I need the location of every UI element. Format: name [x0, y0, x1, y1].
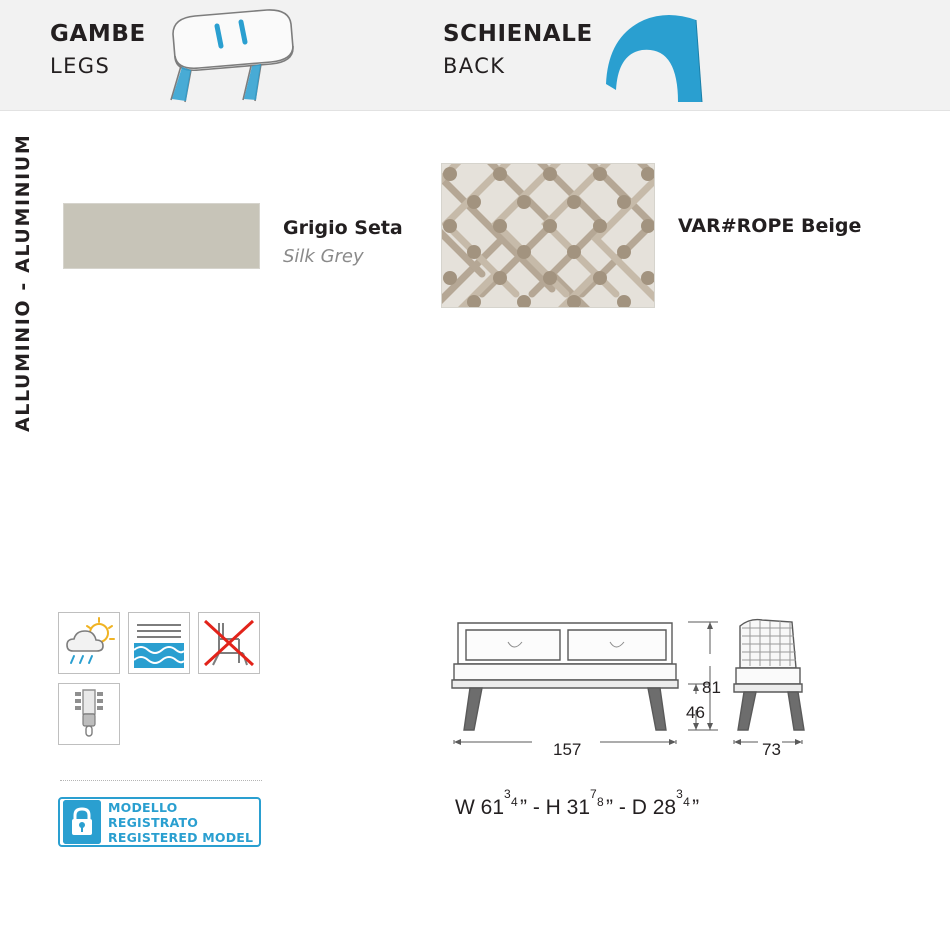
registered-line-en: REGISTERED MODEL: [108, 829, 254, 845]
imperial-width-fraction: 3 4: [504, 786, 518, 810]
bench-legs-icon: [155, 4, 315, 106]
header-group-back: [443, 22, 593, 78]
imperial-height-fraction: 7 8: [590, 786, 604, 810]
dimension-seat-height: 46: [686, 703, 705, 722]
imperial-height-prefix: - H 31: [532, 796, 591, 819]
legs-title-en: LEGS: [50, 54, 111, 79]
inch-mark-w: ”: [520, 796, 528, 819]
side-label-aluminium: [0, 133, 46, 432]
backrest-icon: [592, 6, 722, 106]
rope-name: VAR#ROPE Beige: [678, 215, 862, 237]
weather-resistant-icon: [58, 612, 120, 674]
dimension-height: 81: [702, 678, 721, 697]
registered-model-text: [108, 800, 259, 845]
legs-title-it: GAMBE: [50, 21, 146, 47]
rope-swatch-block: [441, 163, 862, 308]
imperial-width-prefix: W 61: [455, 796, 505, 819]
finish-color-swatch: [63, 203, 260, 269]
registered-model-badge: [58, 797, 261, 847]
finish-swatch-block: [63, 203, 403, 269]
rope-texture-swatch: [441, 163, 655, 308]
finish-name-it: Grigio Seta: [283, 217, 403, 239]
picto-divider: [60, 780, 262, 781]
imperial-depth-prefix: - D 28: [618, 796, 677, 819]
dimension-depth: 73: [762, 740, 781, 759]
lock-icon: [63, 800, 101, 844]
finish-name-en: Silk Grey: [283, 246, 364, 267]
registered-line-it: MODELLO REGISTRATO: [108, 799, 199, 830]
imperial-depth-fraction: 3 4: [676, 786, 690, 810]
water-resistant-icon: [128, 612, 190, 674]
back-title-it: SCHIENALE: [443, 21, 593, 47]
header-group-legs: [50, 22, 146, 78]
dimension-width: 157: [553, 740, 582, 759]
removable-cover-zip-icon: [58, 683, 120, 745]
inch-mark-h: ”: [606, 796, 614, 819]
side-label-text: ALLUMINIO - ALUMINIUM: [12, 133, 34, 432]
technical-drawings: [440, 608, 840, 778]
imperial-dimensions: [455, 786, 700, 820]
back-title-en: BACK: [443, 54, 506, 79]
no-stacking-icon: [198, 612, 260, 674]
pictogram-area: [58, 612, 278, 845]
rope-labels: [678, 215, 861, 237]
finish-labels: [283, 217, 403, 267]
inch-mark-d: ”: [692, 796, 700, 819]
